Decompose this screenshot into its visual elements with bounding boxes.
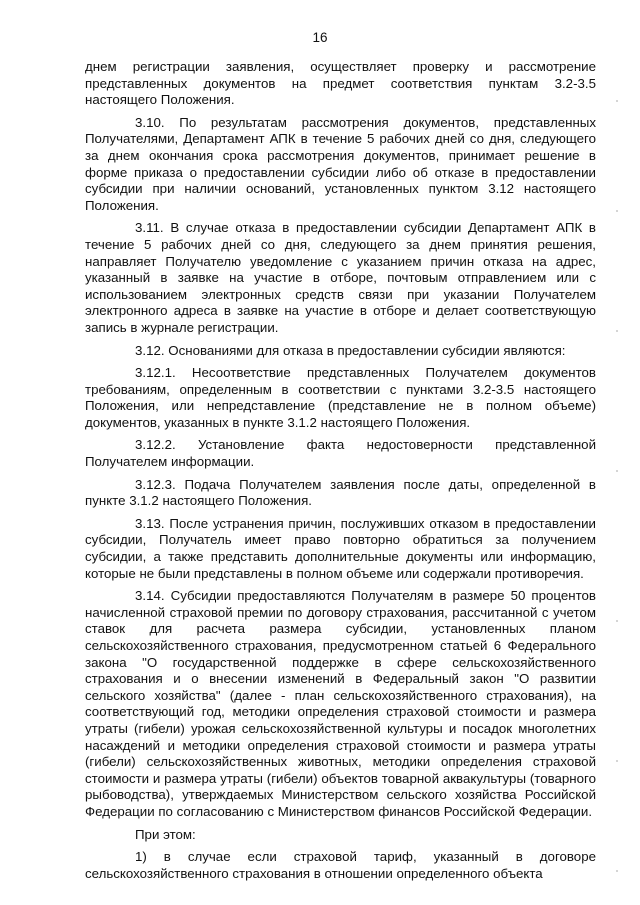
paragraph-pri-etom: При этом: <box>135 826 196 842</box>
paragraph-3-12-1: 3.12.1. Несоответствие представленных Получателем документов требованиям, определенным в соответствии с пунктами 3.2-3.5 настоящего Положения, или непредставление (представление не в полном объеме) документов, указанных в пункте 3.1.2 настоящего Положения. <box>85 365 596 430</box>
paragraph-3-10: 3.10. По результатам рассмотрения документов, представленных Получателями, Департамент АПК в течение 5 рабочих дней со дня, следующего за днем окончания срока рассмотрения документов, принимает решение в форме приказа о предоставлении субсидии либо об отказе в предоставлении субсидии при наличии оснований, установленных пунктом 3.12 настоящего Положения. <box>85 114 596 213</box>
scan-margin-marks <box>614 60 620 900</box>
paragraph-3-12: 3.12. Основаниями для отказа в предоставлении субсидии являются: <box>135 342 566 358</box>
document-body <box>85 59 596 888</box>
paragraph-3-12-2: 3.12.2. Установление факта недостоверности представленной Получателем информации. <box>85 437 596 470</box>
paragraph-3-14: 3.14. Субсидии предоставляются Получателям в размере 50 процентов начисленной страховой премии по договору страхования, рассчитанной с учетом ставок для расчета размера субсидии, установленных планом сельскохозяйственного страхования, предусмотренном статьей 6 Федерального закона "О государственной поддержке в сфере сельскохозяйственного страхования и о внесении изменений в Федеральный закон "О развитии сельского хозяйства" (далее - план сельскохозяйственного страхования), на соответствующий год, методики определения страховой стоимости и размера утраты (гибели) урожая сельскохозяйственной культуры и посадок многолетних насаждений и методики определения страховой стоимости и размера утраты (гибели) сельскохозяйственных животных, методики определения страховой стоимости и размера утраты (гибели) объектов товарной аквакультуры (товарного рыбоводства), утверждаемых Министерством сельского хозяйства Российской Федерации по согласованию с Министерством финансов Российской Федерации. <box>85 588 596 819</box>
paragraph-3-13: 3.13. После устранения причин, послуживших отказом в предоставлении субсидии, Получатель имеет право повторно обратиться за получением субсидии, а также представить дополнительные документы или информацию, которые не были представлены в полном объеме или содержали противоречия. <box>85 515 596 581</box>
page-number: 16 <box>312 30 328 45</box>
paragraph-item-1: 1) в случае если страховой тариф, указанный в договоре сельскохозяйственного страхования в отношении определенного объекта <box>85 849 596 881</box>
paragraph-3-11: 3.11. В случае отказа в предоставлении субсидии Департамент АПК в течение 5 рабочих дней со дня, следующего за днем принятия решения, направляет Получателю уведомление с указанием причин отказа на адрес, указанный в заявке на участие в отборе, почтовым отправлением или с использованием электронных средств связи при указании Получателем электронного адреса в заявке на участие в отборе и делает соответствующую запись в журнале регистрации. <box>85 220 596 335</box>
paragraph-continuation: днем регистрации заявления, осуществляет проверку и рассмотрение представленных документов на предмет соответствия пунктам 3.2-3.5 настоящего Положения. <box>85 59 596 108</box>
paragraph-3-12-3: 3.12.3. Подача Получателем заявления после даты, определенной в пункте 3.1.2 настоящего Положения. <box>85 476 596 509</box>
